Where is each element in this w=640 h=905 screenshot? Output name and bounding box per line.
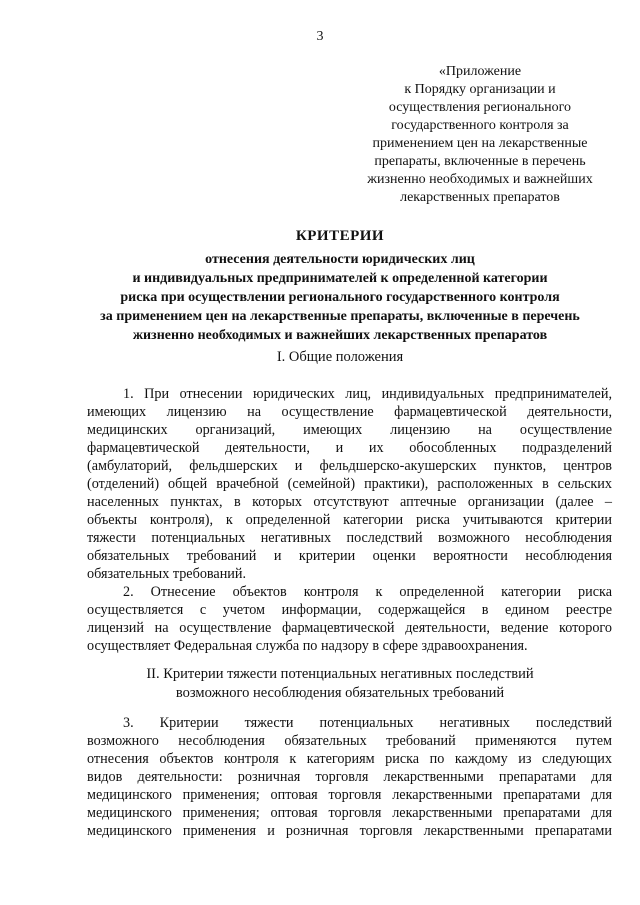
- paragraph-line: отнесения объектов контроля к категориям риска по каждому из следующих: [87, 751, 612, 767]
- appendix-line: «Приложение: [438, 64, 522, 79]
- section-heading-2: [0, 665, 640, 703]
- paragraph-line: (амбулаторий, фельдшерских и фельдшерско-акушерских пунктов, центров: [87, 458, 612, 474]
- section-heading-1: [0, 348, 640, 367]
- appendix-line: лекарственных препаратов: [400, 190, 560, 205]
- paragraph-line: 2. Отнесение объектов контроля к определенной категории риска: [123, 584, 612, 600]
- paragraph-line: осуществляет Федеральная служба по надзору в сфере здравоохранения.: [87, 638, 528, 654]
- subtitle-line: отнесения деятельности юридических лиц: [205, 252, 475, 267]
- document-subtitle: [0, 250, 640, 345]
- paragraph-line: (отделений) общей врачебной (семейной) практики), расположенных в сельских: [87, 476, 612, 492]
- paragraph-line: 1. При отнесении юридических лиц, индивидуальных предпринимателей,: [123, 386, 612, 402]
- paragraph-line: лицензий на осуществление фармацевтической деятельности, ведение которого: [87, 620, 612, 636]
- appendix-line: применением цен на лекарственные: [372, 136, 588, 151]
- paragraph-line: обязательных требований и критерии оценки вероятности несоблюдения: [87, 548, 612, 564]
- appendix-line: препараты, включенные в перечень: [374, 154, 586, 169]
- paragraph-line: медицинского применения; оптовая торговля лекарственными препаратами для: [87, 787, 612, 803]
- subtitle-line: риска при осуществлении регионального государственного контроля: [120, 290, 560, 305]
- subtitle-line: за применением цен на лекарственные препараты, включенные в перечень: [100, 309, 580, 324]
- appendix-header: [350, 63, 610, 207]
- paragraph-1: [87, 385, 612, 583]
- paragraph-line: медицинского применения и розничная торговля лекарственными препаратами: [87, 823, 612, 839]
- paragraph-line: видов деятельности: розничная торговля лекарственными препаратами для: [87, 769, 612, 785]
- paragraph-line: населенных пунктах, в которых отсутствуют аптечные организации (далее –: [87, 494, 612, 510]
- paragraph-line: обязательных требований.: [87, 566, 247, 582]
- subtitle-line: и индивидуальных предпринимателей к определенной категории: [132, 271, 548, 286]
- appendix-line: жизненно необходимых и важнейших: [367, 172, 593, 187]
- appendix-line: осуществления регионального: [388, 100, 572, 115]
- paragraph-line: имеющих лицензию на осуществление фармацевтической деятельности,: [87, 404, 612, 420]
- appendix-line: государственного контроля за: [391, 118, 569, 133]
- subtitle-line: жизненно необходимых и важнейших лекарственных препаратов: [132, 328, 548, 343]
- paragraph-line: возможного несоблюдения обязательных требований применяются путем: [87, 733, 612, 749]
- paragraph-line: 3. Критерии тяжести потенциальных негативных последствий: [123, 715, 612, 731]
- paragraph-line: осуществляется с учетом информации, содержащейся в едином реестре: [87, 602, 612, 618]
- section-heading-line: II. Критерии тяжести потенциальных негативных последствий: [146, 666, 534, 682]
- section-heading-line: возможного несоблюдения обязательных требований: [175, 685, 505, 701]
- paragraph-line: медицинского применения; оптовая торговля лекарственными препаратами для: [87, 805, 612, 821]
- paragraph-line: объекты контроля), к определенной категории риска учитываются критерии: [87, 512, 612, 528]
- paragraph-3: [87, 714, 612, 840]
- page-number: 3: [316, 29, 324, 44]
- paragraph-line: медицинских организаций, имеющих лицензию на осуществление: [87, 422, 612, 438]
- paragraph-line: фармацевтической деятельности, и их обособленных подразделений: [87, 440, 612, 456]
- appendix-line: к Порядку организации и: [404, 82, 556, 97]
- section-heading-line: I. Общие положения: [276, 349, 404, 365]
- paragraph-2: [87, 583, 612, 655]
- document-title: КРИТЕРИИ: [295, 228, 385, 244]
- paragraph-line: тяжести потенциальных негативных последствий возможного несоблюдения: [87, 530, 612, 546]
